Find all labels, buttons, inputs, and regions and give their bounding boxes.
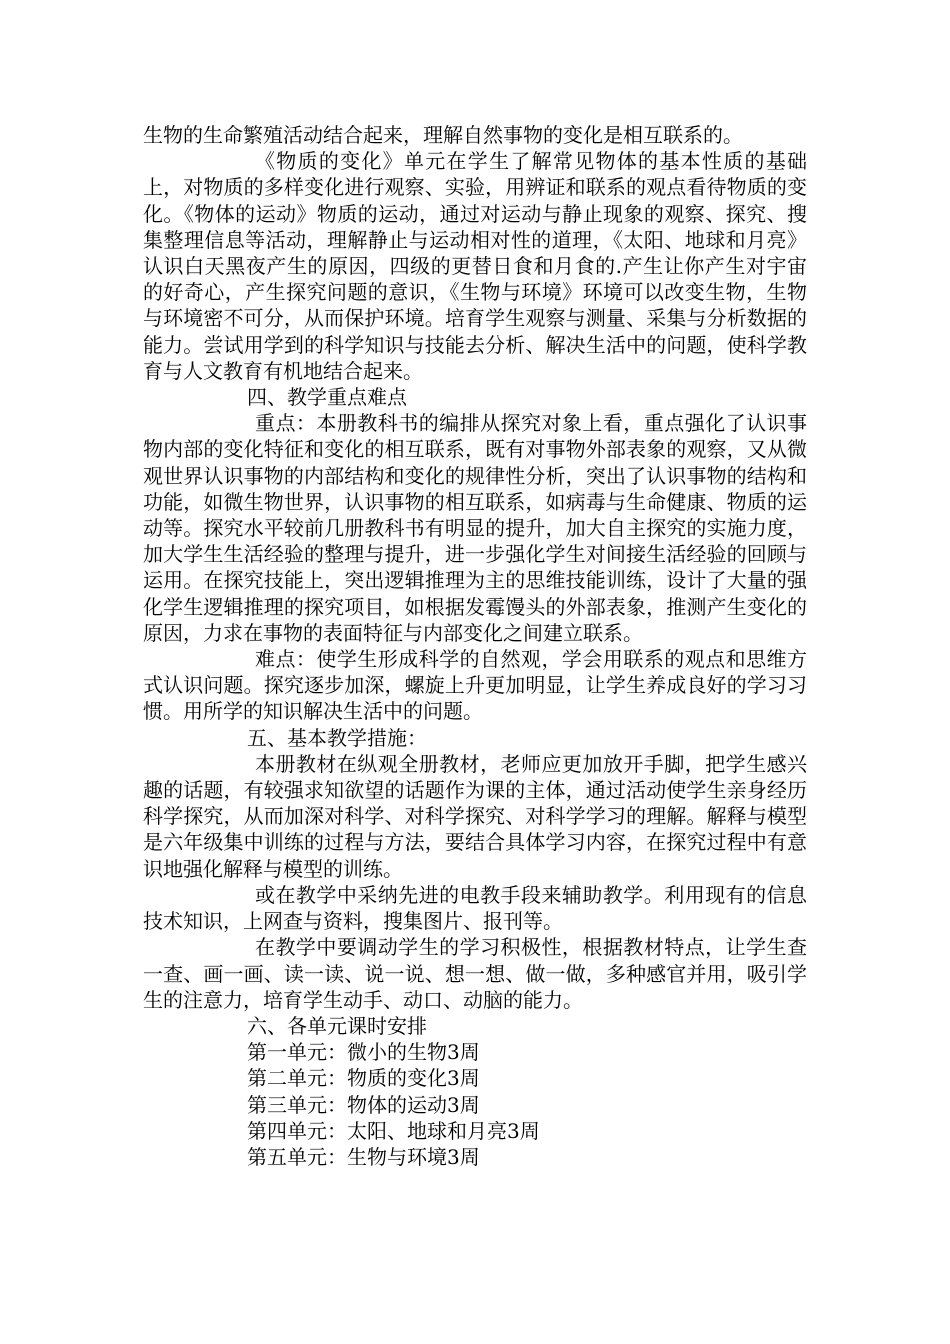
heading-key-difficult-points: 四、教学重点难点 [247, 385, 407, 410]
schedule-item-unit-5: 第五单元：生物与环境3周 [247, 1144, 480, 1169]
schedule-item-unit-3: 第三单元：物体的运动3周 [247, 1092, 480, 1117]
paragraph-continuation: 生物的生命繁殖活动结合起来，理解自然事物的变化是相互联系的。 [143, 123, 743, 147]
paragraph-units-overview: 《物质的变化》单元在学生了解常见物体的基本性质的基础上，对物质的多样变化进行观察、实验，用辨证和联系的观点看待物质的变化。《物体的运动》物质的运动，通过对运动与静止现象的观察、探究、搜集整理信息等活动，理解静止与运动相对性的道理，《太阳、地球和月亮》认识白天黑夜产生的原因，四级的更替日食和月食的.产生让你产生对宇宙的好奇心，产生探究问题的意识，《生物与环境》环境可以改变生物，生物与环境密不可分，从而保护环境。培育学生观察与测量、采集与分析数据的能力。尝试用学到的科学知识与技能去分析、解决生活中的问题，使科学教育与人文教育有机地结合起来。 [143, 149, 807, 383]
schedule-item-unit-4: 第四单元：太阳、地球和月亮3周 [247, 1118, 540, 1143]
document-page [143, 122, 807, 1170]
paragraph-key-points: 重点：本册教科书的编排从探究对象上看，重点强化了认识事物内部的变化特征和变化的相互联系，既有对事物外部表象的观察，又从微观世界认识事物的内部结构和变化的规律性分析，突出了认识事物的结构和功能，如微生物世界，认识事物的相互联系，如病毒与生命健康、物质的运动等。探究水平较前几册教科书有明显的提升，加大自主探究的实施力度，加大学生生活经验的整理与提升，进一步强化学生对间接生活经验的回顾与运用。在探究技能上，突出逻辑推理为主的思维技能训练，设计了大量的强化学生逻辑推理的探究项目，如根据发霉馒头的外部表象，推测产生变化的原因，力求在事物的表面特征与内部变化之间建立联系。 [143, 411, 807, 645]
schedule-item-unit-2: 第二单元：物质的变化3周 [247, 1066, 480, 1091]
paragraph-difficult-points: 难点：使学生形成科学的自然观，学会用联系的观点和思维方式认识问题。探究逐步加深，螺旋上升更加明显，让学生养成良好的学习习惯。用所学的知识解决生活中的问题。 [143, 647, 807, 724]
schedule-item-unit-1: 第一单元：微小的生物3周 [247, 1040, 480, 1065]
heading-unit-schedule: 六、各单元课时安排 [247, 1013, 427, 1038]
unit-schedule-list [143, 1039, 807, 1170]
paragraph-measure-3: 在教学中要调动学生的学习积极性，根据教材特点，让学生查一查、画一画、读一读、说一说、想一想、做一做，多种感官并用，吸引学生的注意力，培育学生动手、动口、动脑的能力。 [143, 935, 807, 1012]
heading-teaching-measures: 五、基本教学措施： [247, 725, 427, 750]
paragraph-measure-1: 本册教材在纵观全册教材，老师应更加放开手脚，把学生感兴趣的话题，有较强求知欲望的话题作为课的主体，通过活动使学生亲身经历科学探究，从而加深对科学、对科学探究、对科学学习的理解。解释与模型是六年级集中训练的过程与方法，要结合具体学习内容，在探究过程中有意识地强化解释与模型的训练。 [143, 751, 807, 881]
paragraph-measure-2: 或在教学中采纳先进的电教手段来辅助教学。利用现有的信息技术知识，上网查与资料，搜集图片、报刊等。 [143, 882, 807, 934]
